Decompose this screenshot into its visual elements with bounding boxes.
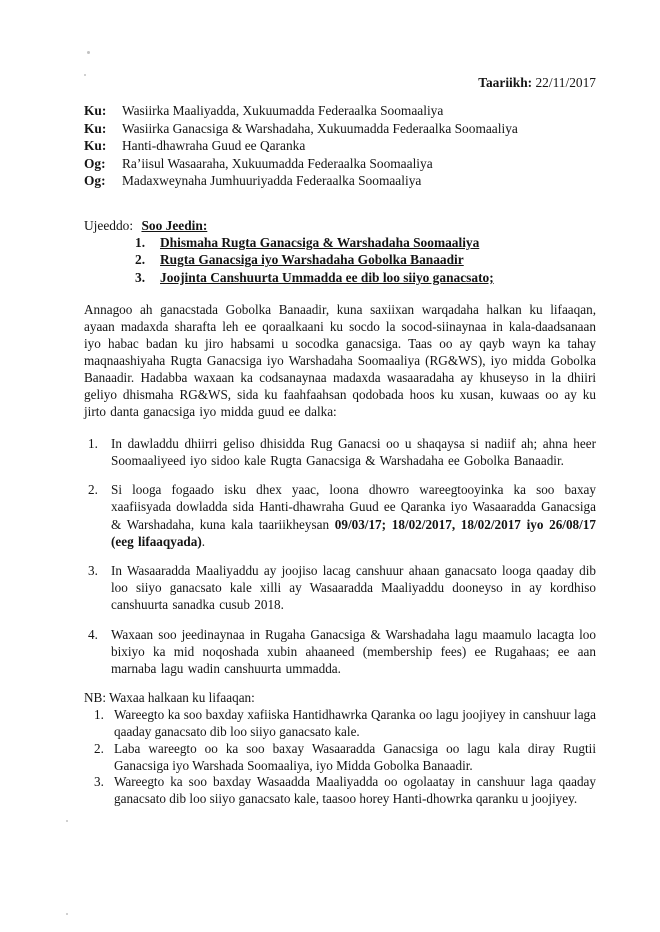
point-number: 4.	[88, 626, 98, 642]
date-label: Taariikh:	[478, 75, 533, 90]
point-text-pre: Si looga fogaado isku dhex yaac, loona dhowro wareegtooyinka ka soo baxay xaafiisyada dowladda sida Hanti-dhawraha Guud ee Qaranka iyo Wasaaradda Ganacsiga & Warshadaha, kuna kala taariikheysan	[111, 482, 596, 532]
recipient-row	[84, 102, 596, 120]
scan-speck	[66, 913, 68, 915]
recipient-text: Wasiirka Maaliyadda, Xukuumadda Federaalka Soomaaliya	[122, 103, 444, 118]
subject-item	[135, 251, 596, 268]
intro-paragraph: Annagoo ah ganacstada Gobolka Banaadir, kuna saxiixan warqadaha halkan ku lifaaqan, ayaan madaxda sharafta leh ee qoraalkaani ku socdo la socod-siinaynaa in kala-daadsanaan iyo habac badan ku jiro habsami u socodka ganacsiga. Taas oo ay qayb wayn ka tahay maqnaashiyaha Rugta Ganacsiga iyo Warshadaha Soomaaliya (RG&WS), iyo midda Gobolka Banaadir. Hadabba waxaan ka codsanaynaa madaxda wasaaradaha ay khuseyso in la dhiiri geliyo dhismaha RG&WS, sida ku faahfaahsan qodobada hoos ku xusan, kuwaas oo ay ku jirto danta ganacsiga iyo midda guud ee dalka:	[84, 301, 596, 419]
subject-line	[84, 217, 596, 234]
recipient-text: Hanti-dhawraha Guud ee Qaranka	[122, 138, 306, 154]
recipient-block	[84, 102, 596, 190]
subject-item-text: Joojinta Canshuurta Ummadda ee dib loo siiyo ganacsato;	[160, 269, 494, 285]
date-value: 22/11/2017	[535, 75, 596, 90]
point-text-post: .	[201, 533, 206, 549]
point-item	[84, 562, 596, 614]
point-text: Waxaan soo jeedinaynaa in Rugaha Ganacsiga & Warshadaha lagu maamulo lacagta loo bixiyo ka mid noqoshada xubin ahaaneed (membership fees) ee Rugahaas; ee aan marnaba lagu wadin canshuurta ummadda.	[111, 626, 596, 677]
point-item	[84, 626, 596, 678]
nb-item-number: 2.	[94, 740, 104, 756]
subject-item-number: 3.	[135, 269, 146, 285]
nb-item-number: 3.	[94, 774, 104, 790]
scan-speck	[87, 51, 90, 54]
subject-heading: Soo Jeedin:	[141, 217, 208, 233]
scan-speck	[66, 820, 68, 822]
subject-item	[135, 269, 596, 286]
recipient-text: Wasiirka Ganacsiga & Warshadaha, Xukuumadda Federaalka Soomaaliya	[122, 120, 518, 136]
nb-item	[94, 707, 596, 741]
subject-list	[135, 234, 596, 286]
point-number: 1.	[88, 435, 98, 451]
nb-item-text: Wareegto ka soo baxday xafiiska Hantidhawrka Qaranka oo lagu joojiyey in canshuur laga qaaday ganacsato dib loo siiyo ganacsato kale.	[114, 707, 596, 740]
point-number: 2.	[88, 482, 98, 498]
subject-label: Ujeeddo:	[84, 217, 134, 233]
point-text	[111, 481, 596, 550]
recipient-row	[84, 172, 596, 190]
point-number: 3.	[88, 563, 98, 578]
subject-item	[135, 234, 596, 251]
point-text: In dawladdu dhiirri geliso dhisidda Rug Ganacsi oo u shaqaysa si nadiif ah; ahna heer Soomaaliyeed iyo sidoo kale Rugta Ganacsiga & Warshadaha ee Gobolka Banaadir.	[111, 435, 596, 468]
nb-item	[94, 741, 596, 775]
recipient-text: Madaxweynaha Jumhuuriyadda Federaalka Soomaaliya	[122, 173, 422, 189]
recipient-row	[84, 137, 596, 155]
scan-speck	[84, 74, 86, 76]
point-item	[84, 481, 596, 550]
recipient-text: Ra’iisul Wasaaraha, Xukuumadda Federaalka Soomaaliya	[122, 155, 433, 171]
nb-item-number: 1.	[94, 707, 104, 723]
recipient-row	[84, 120, 596, 138]
point-text-bold-dates: 09/03/17; 18/02/2017, 18/02/2017 iyo 26/08/17 (eeg lifaaqyada)	[111, 516, 596, 549]
subject-item-text: Rugta Ganacsiga iyo Warshadaha Gobolka Banaadir	[160, 252, 464, 268]
recipient-label: Og:	[84, 173, 106, 189]
recipient-label: Ku:	[84, 138, 107, 154]
nb-heading: NB: Waxaa halkaan ku lifaaqan:	[84, 690, 255, 706]
subject-item-text: Dhismaha Rugta Ganacsiga & Warshadaha Soomaaliya	[160, 235, 480, 251]
nb-item	[94, 774, 596, 808]
date-line	[84, 74, 596, 91]
point-text: In Wasaaradda Maaliyaddu ay joojiso lacag canshuur ahaan ganacsato looga qaaday dib loo siiyo ganacsato kale xilli ay Wasaaradda Maaliyaddu dooneyso in ay kordhiso canshuurta sanadka cusub 2018.	[111, 563, 596, 613]
recipient-label: Og:	[84, 155, 106, 171]
subject-item-number: 2.	[135, 252, 146, 268]
recipient-row	[84, 155, 596, 173]
nb-list	[94, 707, 596, 808]
point-item	[84, 435, 596, 469]
subject-item-number: 1.	[135, 235, 146, 251]
recipient-label: Ku:	[84, 103, 107, 118]
recipient-label: Ku:	[84, 120, 107, 136]
nb-item-text: Wareegto ka soo baxday Wasaadda Maaliyadda oo ogolaatay in canshuur laga qaaday ganacsato dib loo siiyo ganacsato kale, taasoo horey Hanti-dhowrka qaranku u joojiyey.	[114, 774, 596, 807]
nb-item-text: Laba wareegto oo ka soo baxay Wasaaradda Ganacsiga oo lagu kala diray Rugtii Ganacsiga iyo Warshada Soomaaliya, iyo Midda Gobolka Banaadir.	[114, 740, 596, 773]
points-list	[84, 435, 596, 677]
